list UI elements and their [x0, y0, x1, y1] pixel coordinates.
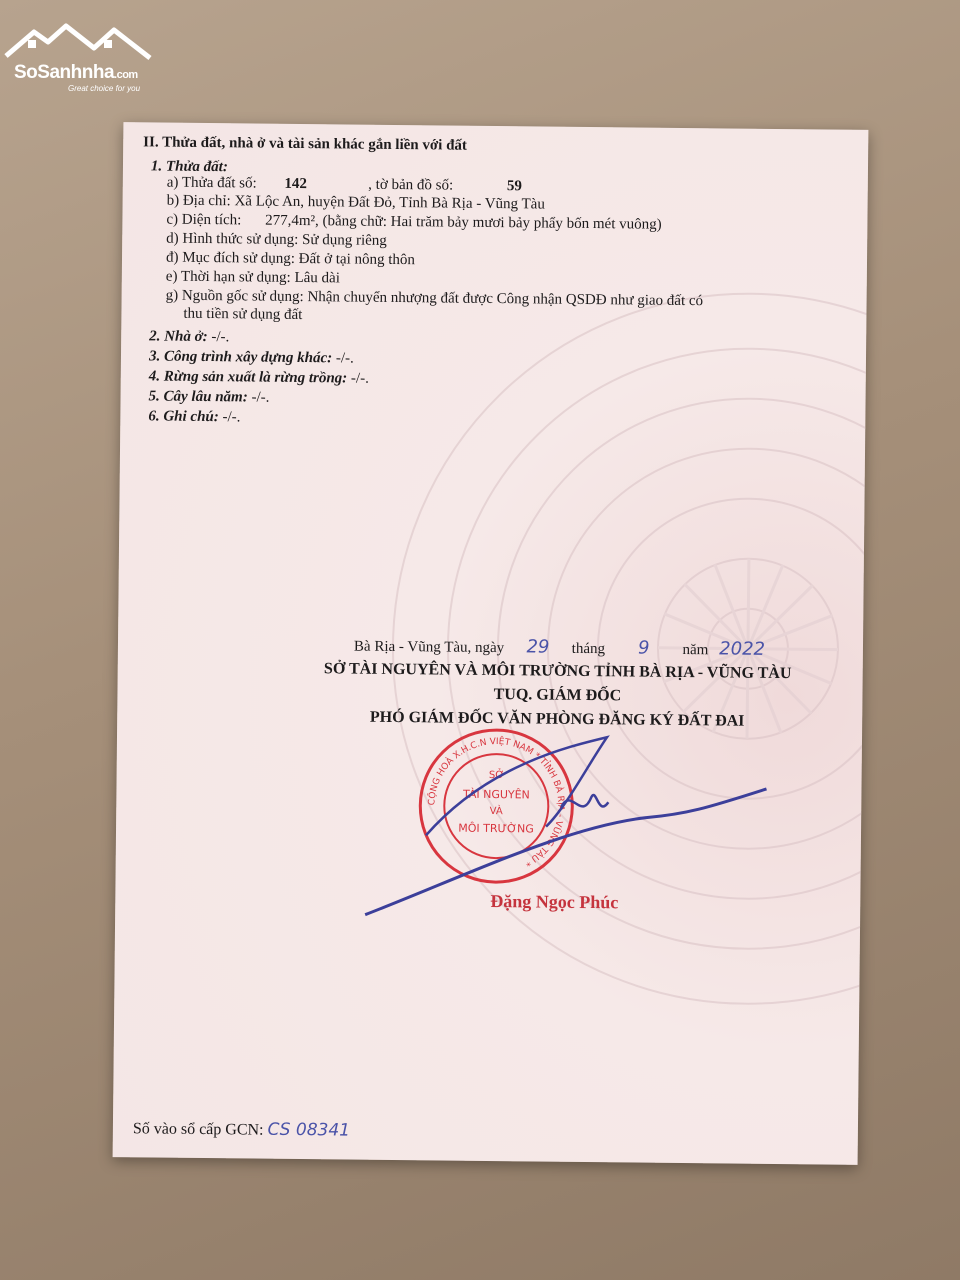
signer-name: Đặng Ngọc Phúc [490, 891, 619, 913]
seal-center-3: MÔI TRƯỜNG [458, 821, 534, 836]
house-row: 2. Nhà ở: -/-. [149, 328, 230, 346]
place-date-row [354, 635, 772, 660]
usage-origin-row: g) Nguồn gốc sử dụng: Nhận chuyển nhượng đất được Công nhận QSDĐ như giao đất có [165, 287, 704, 310]
forest-row: 4. Rừng sản xuất là rừng trồng: -/-. [148, 368, 369, 387]
place-date-label: Bà Rịa - Vũng Tàu, ngày [353, 638, 505, 657]
note-row: 6. Ghi chú: -/-. [148, 408, 241, 426]
watermark-tagline: Great choice for you [68, 84, 141, 93]
area-value: 277,4m², (bằng chữ: Hai trăm bảy mươi bảy phẩy bốn mét vuông) [265, 212, 662, 233]
parcel-label: a) Thửa đất số: [166, 174, 257, 192]
gcn-label: Số vào sổ cấp GCN: [132, 1120, 264, 1139]
perennial-row: 5. Cây lâu năm: -/-. [148, 388, 270, 406]
watermark-logo [0, 18, 160, 98]
seal-ring-text: CỘNG HOÀ X.H.C.N VIỆT NAM * TỈNH BÀ RỊA - VŨNG TÀU * [427, 737, 566, 868]
gcn-number: CS 08341 [267, 1119, 351, 1141]
item1-title: 1. Thửa đất: [150, 158, 228, 176]
date-day: 29 [526, 636, 550, 658]
certificate-page [113, 122, 869, 1165]
signer-position: PHÓ GIÁM ĐỐC VĂN PHÒNG ĐĂNG KÝ ĐẤT ĐAI [369, 708, 745, 730]
issuing-authority: SỞ TÀI NGUYÊN VÀ MÔI TRƯỜNG TỈNH BÀ RỊA - VŨNG TÀU [323, 660, 792, 683]
map-sheet-number: 59 [506, 178, 523, 195]
address-row: b) Địa chỉ: Xã Lộc An, huyện Đất Đỏ, Tỉnh Bà Rịa - Vũng Tàu [166, 192, 545, 213]
on-behalf-title: TUQ. GIÁM ĐỐC [493, 686, 622, 705]
parcel-number: 142 [284, 175, 308, 193]
year-label: năm [682, 642, 709, 659]
gcn-row [133, 1118, 350, 1140]
watermark-brand: SoSanhnha.com [14, 62, 138, 83]
construction-row: 3. Công trình xây dựng khác: -/-. [148, 348, 354, 367]
usage-purpose-row: đ) Mục đích sử dụng: Đất ở tại nông thôn [165, 249, 416, 269]
seal-center-1: TÀI NGUYÊN [462, 787, 530, 802]
seal-center-2: VÀ [489, 806, 503, 818]
usage-term-row: e) Thời hạn sử dụng: Lâu dài [165, 268, 340, 287]
date-month: 9 [637, 637, 650, 659]
usage-form-row: d) Hình thức sử dụng: Sử dụng riêng [166, 230, 387, 249]
handwritten-signature [345, 725, 787, 950]
map-sheet-label: , tờ bản đồ số: [368, 176, 454, 194]
area-label: c) Diện tích: [166, 211, 242, 229]
usage-origin-row-2: thu tiền sử dụng đất [183, 305, 303, 324]
section-title: II. Thửa đất, nhà ở và tài sản khác gắn liền với đất [143, 134, 468, 154]
house-roof-icon [4, 18, 154, 62]
month-label: tháng [571, 640, 606, 658]
date-year: 2022 [719, 638, 766, 660]
seal-center-top: SỞ [488, 769, 505, 782]
